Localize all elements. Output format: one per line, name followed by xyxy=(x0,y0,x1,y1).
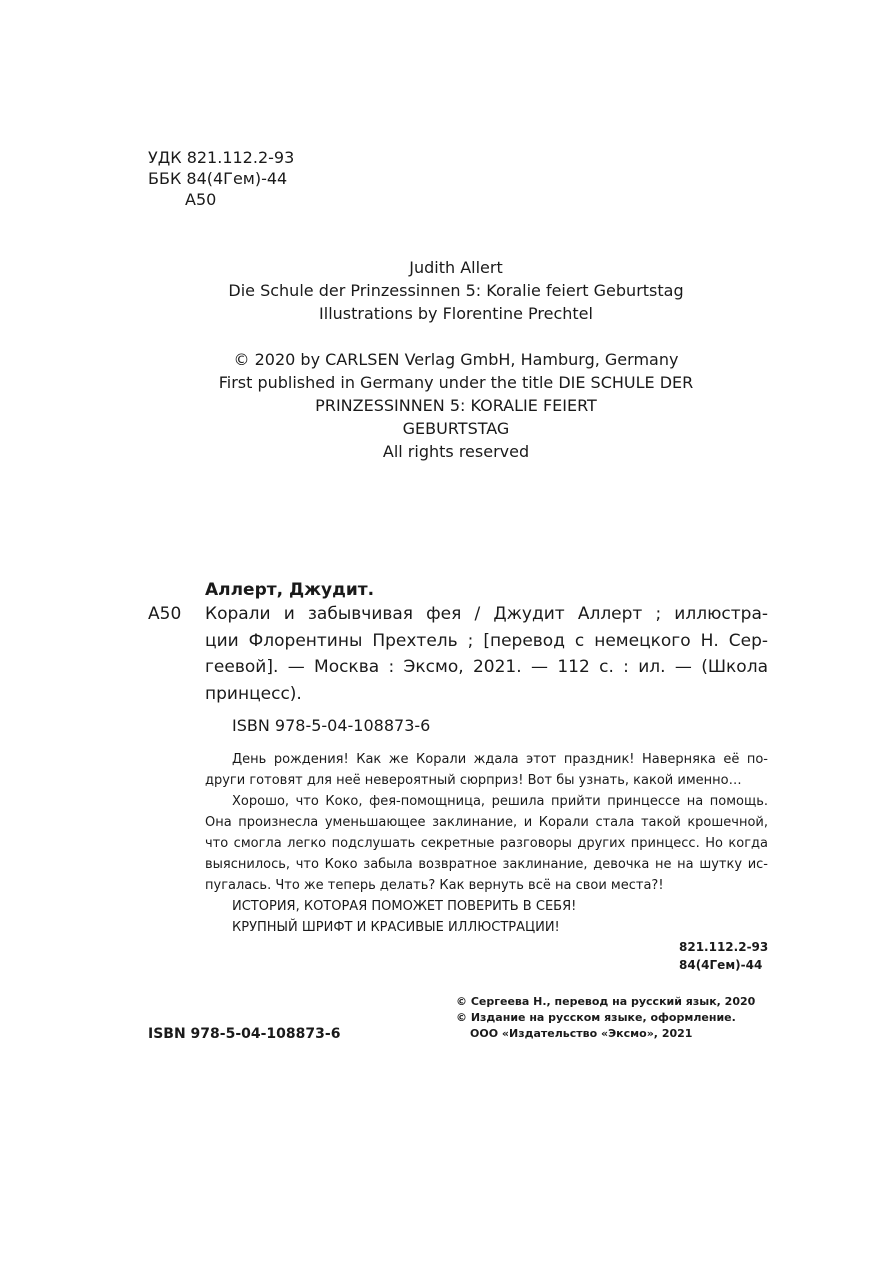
card-description xyxy=(205,601,768,707)
edition-copyright: © Издание на русском языке, оформление. xyxy=(456,1011,736,1024)
bbk-code-short: 84(4Гем)-44 xyxy=(679,958,763,972)
original-edition-info xyxy=(0,256,886,325)
isbn-bottom: ISBN 978-5-04-108873-6 xyxy=(148,1026,341,1042)
annotation-line: Она произнесла уменьшающее заклинание, и Корали стала такой крошечной, xyxy=(205,815,768,830)
annotation-tagline: КРУПНЫЙ ШРИФТ И КРАСИВЫЕ ИЛЛЮСТРАЦИИ! xyxy=(232,920,560,935)
rights-block xyxy=(456,994,755,1042)
bbk-code: ББК 84(4Гем)-44 xyxy=(148,169,288,188)
udk-code: УДК 821.112.2-93 xyxy=(148,148,295,167)
annotation-line: День рождения! Как же Корали ждала этот праздник! Наверняка её по- xyxy=(232,752,768,767)
copyright-line-2: First published in Germany under the title DIE SCHULE DER xyxy=(218,373,694,392)
original-illustrations: Illustrations by Florentine Prechtel xyxy=(319,304,593,323)
card-desc-line: геевой]. — Москва : Эксмо, 2021. — 112 с. : ил. — (Школа xyxy=(205,657,768,677)
card-desc-line: принцесс). xyxy=(205,683,302,704)
card-author-heading: Аллерт, Джудит. xyxy=(205,580,375,600)
annotation-tagline: ИСТОРИЯ, КОТОРАЯ ПОМОЖЕТ ПОВЕРИТЬ В СЕБЯ! xyxy=(232,899,577,914)
card-desc-line: Корали и забывчивая фея / Джудит Аллерт ; иллюстра- xyxy=(205,604,768,624)
annotation-line: пугалась. Что же теперь делать? Как вернуть всё на свои места?! xyxy=(205,878,664,893)
annotation xyxy=(205,749,768,938)
annotation-line: други готовят для неё невероятный сюрприз! Вот бы узнать, какой именно… xyxy=(205,773,742,788)
card-isbn: ISBN 978-5-04-108873-6 xyxy=(232,716,431,735)
card-desc-line: ции Флорентины Прехтель ; [перевод с немецкого Н. Сер- xyxy=(205,630,768,651)
copyright-line-3: PRINZESSINNEN 5: KORALIE FEIERT xyxy=(315,396,597,415)
classification-codes xyxy=(679,938,768,974)
copyright-line-1: © 2020 by CARLSEN Verlag GmbH, Hamburg, Germany xyxy=(233,350,679,369)
original-title: Die Schule der Prinzessinnen 5: Koralie feiert Geburtstag xyxy=(228,281,684,300)
original-author: Judith Allert xyxy=(409,258,503,277)
author-mark: А50 xyxy=(185,190,217,209)
annotation-line: что смогла легко подслушать секретные разговоры других принцесс. Но когда xyxy=(205,836,768,851)
annotation-line: выяснилось, что Коко забыла возвратное заклинание, девочка не на шутку ис- xyxy=(205,857,768,872)
annotation-line: Хорошо, что Коко, фея-помощница, решила прийти принцессе на помощь. xyxy=(232,794,768,809)
translation-copyright: © Сергеева Н., перевод на русский язык, 2020 xyxy=(456,995,756,1008)
copyright-line-5: All rights reserved xyxy=(382,442,530,461)
copyright-notice xyxy=(0,348,886,463)
copyright-line-4: GEBURTSTAG xyxy=(402,419,510,438)
card-mark: А50 xyxy=(148,604,182,624)
publisher-copyright: ООО «Издательство «Эксмо», 2021 xyxy=(470,1027,693,1040)
udk-code-short: 821.112.2-93 xyxy=(679,940,769,954)
